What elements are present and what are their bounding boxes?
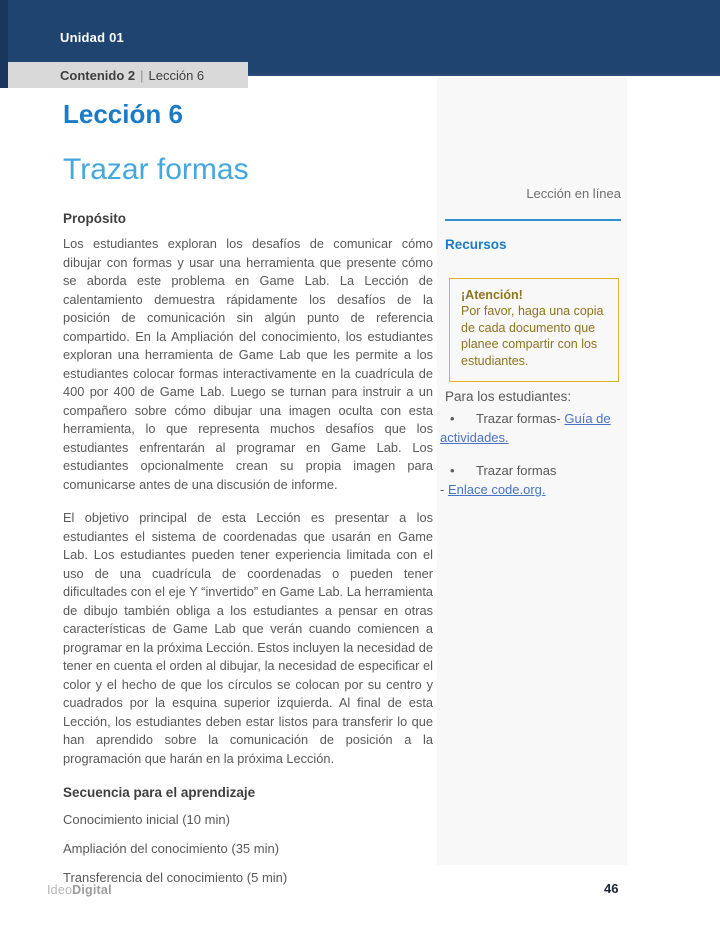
brand-bold-part: Digital <box>72 883 112 897</box>
purpose-paragraph-2: El objetivo principal de esta Lección es presentar a los estudiantes el sistema de coordenadas que usarán en Game Lab. Los estudiantes pueden tener experiencia limitada con el uso de una cuadrícula de coordenadas o pueden tener dificultades con el eje Y “invertido” en Game Lab. La herramienta de dibujo también obliga a los estudiantes a pensar en otras características de Game Lab que verán cuando comiencen a programar en la próxima Lección. Estos incluyen la necesidad de tener en cuenta el orden al dibujar, la necesidad de especificar el color y el hecho de que los círculos se colocan por su centro y cuadrados por la esquina superior izquierda. Al final de esta Lección, los estudiantes deben estar listos para transferir lo que han aprendido sobre la comunicación de posición a la programación que harán en la próxima Lección. <box>63 510 433 766</box>
breadcrumb-separator: | <box>140 67 144 83</box>
attention-title: ¡Atención! <box>461 288 523 302</box>
unit-label: Unidad 01 <box>60 30 124 45</box>
footer-brand-logo <box>47 883 112 897</box>
sequence-heading: Secuencia para el aprendizaje <box>63 785 256 801</box>
students-heading: Para los estudiantes: <box>445 389 572 404</box>
breadcrumb-lesson-label: Lección 6 <box>148 67 205 83</box>
attention-body: Por favor, haga una copia de cada documento que planee compartir con los estudiantes. <box>461 304 604 368</box>
page-number: 46 <box>604 881 619 896</box>
resources-heading: Recursos <box>445 237 507 252</box>
header-accent-strip <box>0 0 8 88</box>
brand-light-part: Ideo <box>47 883 73 897</box>
purpose-paragraph-1: Los estudiantes exploran los desafíos de comunicar cómo dibujar con formas y usar una herramienta que presente cómo se aborda este problema en Game Lab. La Lección de calentamiento demuestra rápidamente los desafíos de la posición de comunicación sin algún punto de referencia compartido. En la Ampliación del conocimiento, los estudiantes exploran una herramienta de Game Lab que les permite a los estudiantes colocar formas interactivamente en la cuadrícula de 400 por 400 de Game Lab. Luego se turnan para instruir a un compañero sobre cómo dibujar una imagen oculta con esta herramienta, lo que representa muchos desafíos que los estudiantes enfrentarán al programar en Game Lab. Los estudiantes opcionalmente crean su propia imagen para comunicarse antes de una discusión de informe. <box>63 236 433 492</box>
resource-item-code-org <box>440 461 622 499</box>
resource-prefix: Trazar formas- <box>476 411 565 426</box>
purpose-heading: Propósito <box>63 211 126 227</box>
resource-link-prefix: - <box>440 482 448 497</box>
sequence-item-initial: Conocimiento inicial (10 min) <box>63 812 230 828</box>
resource-item-activity-guide <box>440 409 622 447</box>
resource-prefix: Trazar formas <box>476 463 557 478</box>
sequence-item-expansion: Ampliación del conocimiento (35 min) <box>63 841 280 857</box>
lesson-mode-label: Lección en línea <box>526 186 621 201</box>
bullet-icon: • <box>450 411 455 426</box>
code-org-link[interactable]: Enlace code.org. <box>447 482 546 497</box>
main-content <box>63 96 433 887</box>
bullet-icon: • <box>450 463 455 478</box>
student-resources-list <box>440 409 622 513</box>
page-title: Lección 6 <box>63 99 183 129</box>
sidebar-divider <box>445 219 621 221</box>
attention-box <box>449 278 619 382</box>
breadcrumb-content-label: Contenido 2 <box>60 67 136 83</box>
sequence-item-transfer: Transferencia del conocimiento (5 min) <box>63 870 288 886</box>
breadcrumb <box>8 62 248 88</box>
sidebar <box>437 78 627 865</box>
activity-guide-link[interactable]: Guía de actividades. <box>440 411 611 445</box>
page-subtitle: Trazar formas <box>63 152 249 186</box>
